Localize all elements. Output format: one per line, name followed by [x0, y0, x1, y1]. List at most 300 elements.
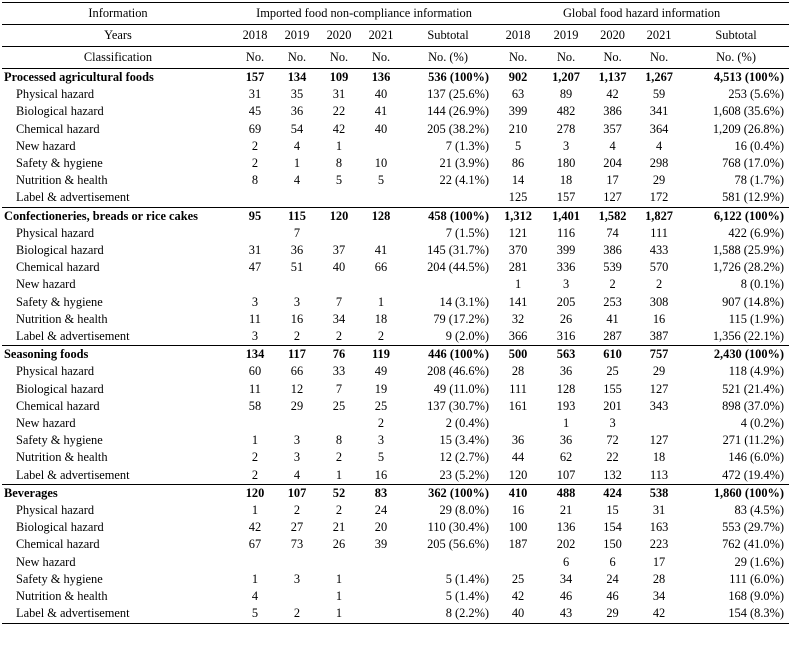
value-cell: 9 (2.0%) — [445, 329, 490, 344]
value-cell: 100 — [508, 520, 528, 535]
value-cell: 35 — [290, 87, 304, 102]
value-cell: 127 — [649, 381, 669, 396]
value-cell: 25 — [332, 398, 346, 413]
value-cell: 16 — [511, 503, 525, 518]
value-cell: 5 (1.4%) — [445, 589, 490, 604]
value-cell: 120 — [508, 467, 528, 482]
value-cell: 22 (4.1%) — [439, 173, 490, 188]
value-cell: 278 — [556, 121, 576, 136]
value-cell — [360, 138, 402, 155]
table-row — [2, 536, 789, 553]
value-cell: 107 — [556, 467, 576, 482]
value-cell — [318, 554, 360, 571]
table-row — [2, 363, 789, 380]
group-value-cell: 95 — [234, 207, 276, 225]
value-cell: 34 — [332, 311, 346, 326]
value-cell: 5 — [377, 450, 385, 465]
value-cell: 40 — [494, 605, 542, 623]
value-cell: 24 — [374, 503, 388, 518]
value-cell: 29 — [652, 173, 666, 188]
value-cell: 8 (0.1%) — [740, 277, 785, 292]
value-cell: 4 — [609, 138, 616, 153]
value-cell: 78 (1.7%) — [734, 173, 785, 188]
group-value-cell: 76 — [318, 346, 360, 364]
row-label: New hazard — [16, 554, 76, 569]
value-cell: 21 (3.9%) — [439, 156, 490, 171]
value-cell: 8 — [335, 433, 343, 448]
value-cell: 18 — [652, 450, 666, 465]
row-label: Nutrition & health — [16, 589, 108, 604]
value-cell: 22 — [332, 104, 346, 119]
value-cell: 145 (31.7%) — [427, 243, 490, 258]
value-cell: 46 — [606, 589, 619, 604]
value-cell: 1 — [251, 571, 259, 586]
value-cell: 1,588 (25.9%) — [712, 243, 785, 258]
value-cell: 62 — [559, 450, 573, 465]
value-cell: 7 (1.3%) — [445, 138, 490, 153]
value-cell: 44 — [511, 450, 525, 465]
value-cell: 4 — [293, 173, 301, 188]
unit-header: No. — [360, 47, 402, 69]
value-cell: 15 (3.4%) — [439, 433, 490, 448]
group-value-cell: 902 — [494, 69, 542, 87]
value-cell: 16 — [652, 311, 666, 326]
value-cell: 1 — [251, 503, 259, 518]
value-cell: 17 — [606, 173, 619, 188]
value-cell — [318, 189, 360, 207]
value-cell: 40 — [332, 260, 346, 275]
value-cell: 154 (8.3%) — [683, 605, 789, 623]
group-value-cell: 362 (100%) — [402, 484, 494, 502]
row-label: Biological hazard — [16, 381, 104, 396]
value-cell: 204 (44.5%) — [427, 260, 490, 275]
value-cell: 2 — [251, 156, 259, 171]
value-cell: 29 (8.0%) — [439, 503, 490, 518]
value-cell: 34 — [559, 571, 573, 586]
unit-header: No. — [276, 47, 318, 69]
value-cell: 63 — [511, 87, 525, 102]
value-cell — [276, 276, 318, 293]
value-cell: 341 — [649, 104, 669, 119]
value-cell: 2 — [251, 138, 259, 153]
group-value-cell: 115 — [276, 207, 318, 225]
group-value-cell: 458 (100%) — [402, 207, 494, 225]
value-cell: 146 (6.0%) — [728, 450, 785, 465]
value-cell: 202 — [556, 537, 576, 552]
table-row — [2, 259, 789, 276]
value-cell: 24 — [606, 571, 619, 586]
value-cell: 472 (19.4%) — [722, 467, 785, 482]
value-cell: 4 — [293, 467, 301, 482]
value-cell: 7 — [293, 225, 301, 240]
row-label: Safety & hygiene — [16, 433, 103, 448]
value-cell: 34 — [652, 589, 666, 604]
group-value-cell: 117 — [276, 346, 318, 364]
value-cell: 36 — [559, 364, 573, 379]
value-cell: 16 (0.4%) — [734, 138, 785, 153]
value-cell: 12 — [290, 381, 304, 396]
value-cell: 2 — [276, 605, 318, 623]
value-cell: 116 — [556, 225, 576, 240]
row-label: New hazard — [16, 277, 76, 292]
row-label: Label & advertisement — [2, 605, 234, 623]
group-value-cell: 134 — [276, 69, 318, 87]
group-value-cell: 120 — [318, 207, 360, 225]
value-cell: 1 — [377, 294, 385, 309]
value-cell: 72 — [606, 433, 619, 448]
value-cell: 20 — [374, 520, 388, 535]
value-cell: 387 — [649, 329, 669, 344]
value-cell: 132 — [603, 467, 622, 482]
value-cell: 144 (26.9%) — [427, 104, 490, 119]
table-row — [2, 398, 789, 415]
value-cell: 31 — [248, 243, 262, 258]
group-value-cell: 128 — [360, 207, 402, 225]
value-cell: 51 — [290, 260, 304, 275]
group-value-cell: 4,513 (100%) — [683, 69, 789, 87]
value-cell: 281 — [508, 260, 528, 275]
value-cell — [318, 276, 360, 293]
group-value-cell: 1,267 — [635, 69, 683, 87]
value-cell: 25 — [606, 364, 619, 379]
year-header: 2020 — [318, 25, 360, 47]
row-label: Safety & hygiene — [16, 294, 103, 309]
value-cell: 8 — [251, 173, 259, 188]
value-cell: 29 — [290, 398, 304, 413]
value-cell: 5 — [335, 173, 343, 188]
row-label: New hazard — [16, 416, 76, 431]
value-cell: 2 (0.4%) — [445, 416, 490, 431]
value-cell: 581 (12.9%) — [722, 190, 785, 205]
group-value-cell: 136 — [360, 69, 402, 87]
value-cell — [635, 415, 683, 432]
value-cell: 18 — [374, 311, 388, 326]
group-value-cell: 1,860 (100%) — [683, 484, 789, 502]
value-cell: 8 — [335, 156, 343, 171]
value-cell: 3 — [251, 294, 259, 309]
value-cell: 21 — [332, 520, 346, 535]
value-cell: 762 (41.0%) — [722, 537, 785, 552]
value-cell: 205 (56.6%) — [427, 537, 490, 552]
unit-header: No. — [542, 47, 590, 69]
value-cell: 42 — [511, 589, 525, 604]
group-value-cell: 1,207 — [542, 69, 590, 87]
value-cell — [494, 554, 542, 571]
group-value-cell: 410 — [494, 484, 542, 502]
value-cell — [402, 276, 494, 293]
unit-header: No. (%) — [683, 47, 789, 69]
value-cell: 113 — [649, 467, 669, 482]
value-cell — [360, 554, 402, 571]
value-cell: 150 — [603, 537, 622, 552]
group-value-cell: 52 — [318, 484, 360, 502]
value-cell: 22 — [606, 450, 619, 465]
value-cell: 1 — [335, 571, 343, 586]
row-label: Safety & hygiene — [16, 571, 103, 586]
value-cell: 27 — [290, 520, 304, 535]
value-cell: 386 — [603, 104, 622, 119]
value-cell: 41 — [374, 104, 388, 119]
value-cell: 422 (6.9%) — [728, 225, 785, 240]
table-row — [2, 121, 789, 138]
value-cell: 136 — [556, 520, 576, 535]
group-value-cell: 757 — [635, 346, 683, 364]
classification-row — [2, 47, 789, 69]
group-value-cell: 563 — [542, 346, 590, 364]
value-cell: 208 (46.6%) — [427, 364, 490, 379]
value-cell: 28 — [652, 571, 666, 586]
value-cell: 3 — [293, 571, 301, 586]
table-row — [2, 467, 789, 485]
value-cell: 11 — [249, 381, 261, 396]
value-cell: 31 — [332, 87, 346, 102]
group-value-cell: 107 — [276, 484, 318, 502]
group-label: Beverages — [2, 484, 234, 502]
value-cell — [276, 415, 318, 432]
group-label: Confectioneries, breads or rice cakes — [2, 207, 234, 225]
value-cell: 14 (3.1%) — [439, 294, 490, 309]
row-label: Label & advertisement — [16, 467, 130, 482]
value-cell: 36 — [290, 243, 304, 258]
value-cell: 41 — [374, 243, 388, 258]
value-cell: 253 — [603, 294, 622, 309]
value-cell — [402, 189, 494, 207]
value-cell: 40 — [374, 121, 388, 136]
value-cell: 1 — [335, 589, 343, 604]
value-cell: 15 — [606, 503, 619, 518]
row-label: Chemical hazard — [16, 537, 100, 552]
group-label: Seasoning foods — [2, 346, 234, 364]
value-cell: 3 — [293, 433, 301, 448]
value-cell: 539 — [603, 260, 622, 275]
year-header: Subtotal — [683, 25, 789, 47]
group-row — [2, 484, 789, 502]
value-cell: 364 — [649, 121, 669, 136]
value-cell: 46 — [559, 589, 573, 604]
value-cell: 4 — [655, 138, 663, 153]
classification-label: Classification — [2, 47, 234, 69]
value-cell: 47 — [248, 260, 262, 275]
value-cell: 79 (17.2%) — [433, 311, 490, 326]
value-cell: 205 — [556, 294, 576, 309]
value-cell: 21 — [559, 503, 573, 518]
value-cell: 41 — [606, 311, 619, 326]
value-cell: 89 — [559, 87, 573, 102]
row-label: Chemical hazard — [16, 398, 100, 413]
value-cell: 25 — [374, 398, 388, 413]
value-cell: 127 — [603, 190, 622, 205]
value-cell: 5 — [234, 605, 276, 623]
value-cell: 366 — [508, 329, 528, 344]
value-cell: 2 — [609, 277, 616, 292]
imported-header: Imported food non-compliance information — [234, 3, 494, 25]
value-cell: 253 (5.6%) — [728, 87, 785, 102]
table-row — [2, 172, 789, 189]
value-cell: 521 (21.4%) — [722, 381, 785, 396]
value-cell — [360, 225, 402, 242]
value-cell: 4 — [251, 589, 259, 604]
value-cell: 1,726 (28.2%) — [712, 260, 785, 275]
information-header: Information — [2, 3, 234, 25]
value-cell: 17 — [652, 554, 666, 569]
value-cell: 45 — [248, 104, 262, 119]
value-cell: 11 — [249, 311, 261, 326]
table-row — [2, 571, 789, 588]
value-cell: 69 — [248, 121, 262, 136]
group-value-cell: 109 — [318, 69, 360, 87]
value-cell — [318, 415, 360, 432]
value-cell: 25 — [511, 571, 525, 586]
value-cell: 12 (2.7%) — [439, 450, 490, 465]
value-cell: 5 (1.4%) — [445, 571, 490, 586]
value-cell: 37 — [332, 243, 346, 258]
value-cell: 172 — [649, 190, 669, 205]
value-cell: 155 — [603, 381, 622, 396]
year-header: Subtotal — [402, 25, 494, 47]
group-value-cell: 83 — [360, 484, 402, 502]
group-value-cell: 1,827 — [635, 207, 683, 225]
value-cell: 141 — [508, 294, 528, 309]
table-row — [2, 432, 789, 449]
value-cell: 32 — [511, 311, 525, 326]
value-cell: 4 — [293, 138, 301, 153]
value-cell: 2 — [377, 329, 385, 344]
value-cell — [318, 225, 360, 242]
value-cell: 7 — [335, 294, 343, 309]
value-cell: 74 — [606, 225, 619, 240]
table-row — [2, 155, 789, 172]
value-cell: 66 — [374, 260, 388, 275]
group-value-cell: 120 — [234, 484, 276, 502]
value-cell: 205 (38.2%) — [427, 121, 490, 136]
value-cell — [276, 588, 318, 605]
value-cell: 110 (30.4%) — [427, 520, 490, 535]
value-cell: 59 — [652, 87, 666, 102]
value-cell — [234, 415, 276, 432]
value-cell: 137 (25.6%) — [427, 87, 490, 102]
value-cell: 39 — [374, 537, 388, 552]
value-cell: 1,209 (26.8%) — [712, 121, 785, 136]
table-row — [2, 276, 789, 293]
value-cell: 308 — [649, 294, 669, 309]
group-row — [2, 346, 789, 364]
value-cell: 26 — [559, 311, 573, 326]
row-label: Nutrition & health — [16, 173, 108, 188]
value-cell: 168 (9.0%) — [728, 589, 785, 604]
year-header: 2021 — [360, 25, 402, 47]
group-value-cell: 2,430 (100%) — [683, 346, 789, 364]
value-cell: 2 — [293, 503, 301, 518]
value-cell: 570 — [649, 260, 669, 275]
value-cell — [234, 225, 276, 242]
value-cell: 8 (2.2%) — [402, 605, 494, 623]
value-cell: 1 — [335, 138, 343, 153]
value-cell: 386 — [603, 243, 622, 258]
value-cell: 370 — [508, 243, 528, 258]
value-cell: 5 — [514, 138, 522, 153]
year-header: 2019 — [276, 25, 318, 47]
value-cell — [494, 415, 542, 432]
value-cell: 127 — [649, 433, 669, 448]
table-row — [2, 328, 789, 346]
value-cell: 18 — [559, 173, 573, 188]
value-cell: 433 — [649, 243, 669, 258]
value-cell: 210 — [508, 121, 528, 136]
value-cell: 201 — [603, 398, 622, 413]
year-header: 2018 — [494, 25, 542, 47]
row-label: Chemical hazard — [16, 260, 100, 275]
group-value-cell: 157 — [234, 69, 276, 87]
value-cell: 7 — [335, 381, 343, 396]
value-cell: 36 — [559, 433, 573, 448]
value-cell: 298 — [649, 156, 669, 171]
group-row — [2, 207, 789, 225]
value-cell: 1 — [562, 416, 570, 431]
value-cell: 36 — [511, 433, 525, 448]
value-cell: 357 — [603, 121, 622, 136]
value-cell: 3 — [251, 329, 259, 344]
value-cell: 28 — [511, 364, 525, 379]
table-row — [2, 415, 789, 432]
value-cell: 43 — [542, 605, 590, 623]
value-cell: 553 (29.7%) — [722, 520, 785, 535]
global-header: Global food hazard information — [494, 3, 789, 25]
row-label: Nutrition & health — [16, 311, 108, 326]
row-label: New hazard — [16, 138, 76, 153]
value-cell: 3 — [562, 138, 570, 153]
group-value-cell: 424 — [590, 484, 635, 502]
row-label: Label & advertisement — [16, 190, 130, 205]
value-cell: 157 — [556, 190, 576, 205]
value-cell: 907 (14.8%) — [722, 294, 785, 309]
unit-header: No. (%) — [402, 47, 494, 69]
value-cell: 7 (1.5%) — [445, 225, 490, 240]
value-cell: 42 — [248, 520, 262, 535]
value-cell: 1 — [514, 277, 522, 292]
value-cell: 115 (1.9%) — [728, 311, 785, 326]
value-cell — [234, 276, 276, 293]
group-label: Processed agricultural foods — [2, 69, 234, 87]
value-cell: 399 — [508, 104, 528, 119]
value-cell — [360, 189, 402, 207]
value-cell: 898 (37.0%) — [722, 398, 785, 413]
value-cell: 29 — [590, 605, 635, 623]
value-cell: 66 — [290, 364, 304, 379]
value-cell: 36 — [290, 104, 304, 119]
value-cell: 2 — [335, 329, 343, 344]
value-cell: 2 — [655, 277, 663, 292]
years-row — [2, 25, 789, 47]
table-row — [2, 225, 789, 242]
row-label: Biological hazard — [16, 243, 104, 258]
group-value-cell: 1,137 — [590, 69, 635, 87]
unit-header: No. — [635, 47, 683, 69]
value-cell: 40 — [374, 87, 388, 102]
group-value-cell: 1,312 — [494, 207, 542, 225]
unit-header: No. — [494, 47, 542, 69]
group-value-cell: 1,401 — [542, 207, 590, 225]
value-cell: 111 — [509, 381, 527, 396]
value-cell: 83 (4.5%) — [734, 503, 785, 518]
value-cell: 154 — [603, 520, 622, 535]
year-header: 2021 — [635, 25, 683, 47]
row-label: Physical hazard — [16, 87, 95, 102]
value-cell: 10 — [374, 156, 388, 171]
table-row — [2, 502, 789, 519]
group-value-cell: 6,122 (100%) — [683, 207, 789, 225]
row-label: Physical hazard — [16, 503, 95, 518]
value-cell: 2 — [293, 329, 301, 344]
